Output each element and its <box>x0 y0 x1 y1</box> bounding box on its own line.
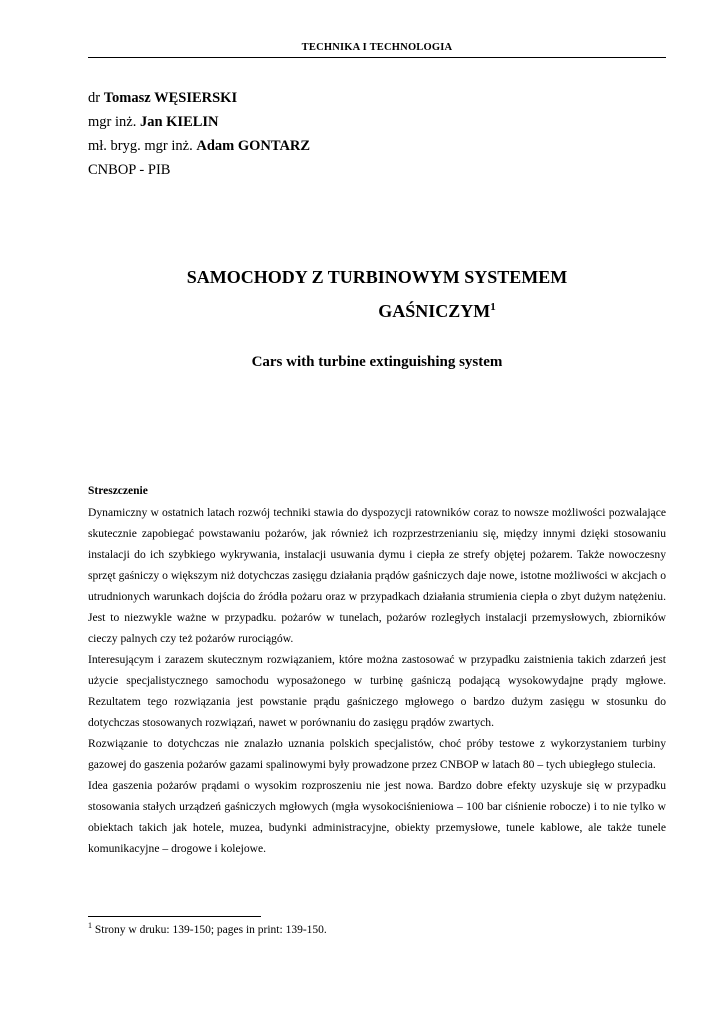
abstract-paragraph: Idea gaszenia pożarów prądami o wysokim rozproszeniu nie jest nowa. Bardzo dobre efekty uzyskuje się w przypadku stosowania stałych urządzeń gaśniczych mgłowych (mgła wysokociśnieniowa – 100 bar ciśnienie robocze) i to nie tylko w obiektach takich jak hotele, muzea, budynki administracyjne, obiekty przemysłowe, tunele kablowe, ale także tunele komunikacyjne – drogowe i kolejowe. <box>88 779 666 855</box>
title-line-2-text: GAŚNICZYM <box>378 301 491 321</box>
affiliation: CNBOP - PIB <box>88 162 171 178</box>
abstract-heading: Streszczenie <box>88 485 148 497</box>
footnote <box>88 921 327 936</box>
author-line <box>88 110 310 134</box>
paper-title <box>88 260 666 328</box>
title-footnote-mark[interactable]: 1 <box>490 301 496 313</box>
title-line-1: SAMOCHODY Z TURBINOWYM SYSTEMEM <box>186 267 568 287</box>
author-title: mgr inż. <box>88 114 140 130</box>
paper-subtitle: Cars with turbine extinguishing system <box>251 354 503 370</box>
footnote-rule <box>88 916 261 917</box>
footnote-mark: 1 <box>88 921 92 930</box>
author-name: Tomasz WĘSIERSKI <box>103 90 238 106</box>
author-name: Adam GONTARZ <box>196 138 311 154</box>
abstract-body <box>88 502 666 859</box>
running-head: TECHNIKA I TECHNOLOGIA <box>301 42 453 53</box>
abstract-paragraph: Interesującym i zarazem skutecznym rozwiązaniem, które można zastosować w przypadku zaistnienia takich zdarzeń jest użycie specjalistycznego samochodu wyposażonego w turbinę gaśniczą podającą wysokowydajne prądy mgłowe. Rezultatem tego rozwiązania jest powstanie prądu gaśniczego mgłowego o bardzo dużym zasięgu w stosunku do dotychczas stosowanych rozwiązań, nawet w porównaniu do zasięgu prądów zwartych. <box>88 653 666 729</box>
abstract-paragraph: Rozwiązanie to dotychczas nie znalazło uznania polskich specjalistów, choć próby testowe z wykorzystaniem turbiny gazowej do gaszenia pożarów gazami spalinowymi były prowadzone przez CNBOP w latach 80 – tych ubiegłego stulecia. <box>88 737 666 771</box>
author-title: mł. bryg. mgr inż. <box>88 138 197 154</box>
author-name: Jan KIELIN <box>139 114 219 130</box>
author-title: dr <box>88 90 104 106</box>
header-rule <box>88 57 666 58</box>
author-block <box>88 86 310 182</box>
title-line-2 <box>88 294 666 328</box>
footnote-text: Strony w druku: 139-150; pages in print: 139-150. <box>92 923 327 936</box>
author-line <box>88 134 310 158</box>
abstract-paragraph: Dynamiczny w ostatnich latach rozwój techniki stawia do dyspozycji ratowników coraz to nowsze możliwości pozwalające skutecznie zapobiegać powstawaniu pożarów, jak również ich rozprzestrzenianiu się, między innymi dzięki stosowaniu instalacji do ich szybkiego wykrywania, instalacji usuwania dymu i ciepła ze strefy objętej pożarem. Także nowoczesny sprzęt gaśniczy o większym niż dotychczas zasięgu działania prądów gaśniczych daje nowe, istotne możliwości w akcjach o utrudnionych warunkach dojścia do źródła pożaru oraz w przypadkach działania strumienia ciepła o zbyt dużym natężeniu. Jest to niezwykle ważne w przypadku. pożarów w tunelach, pożarów rozległych instalacji przemysłowych, zbiorników cieczy palnych czy też pożarów rurociągów. <box>88 506 666 645</box>
author-line <box>88 86 310 110</box>
